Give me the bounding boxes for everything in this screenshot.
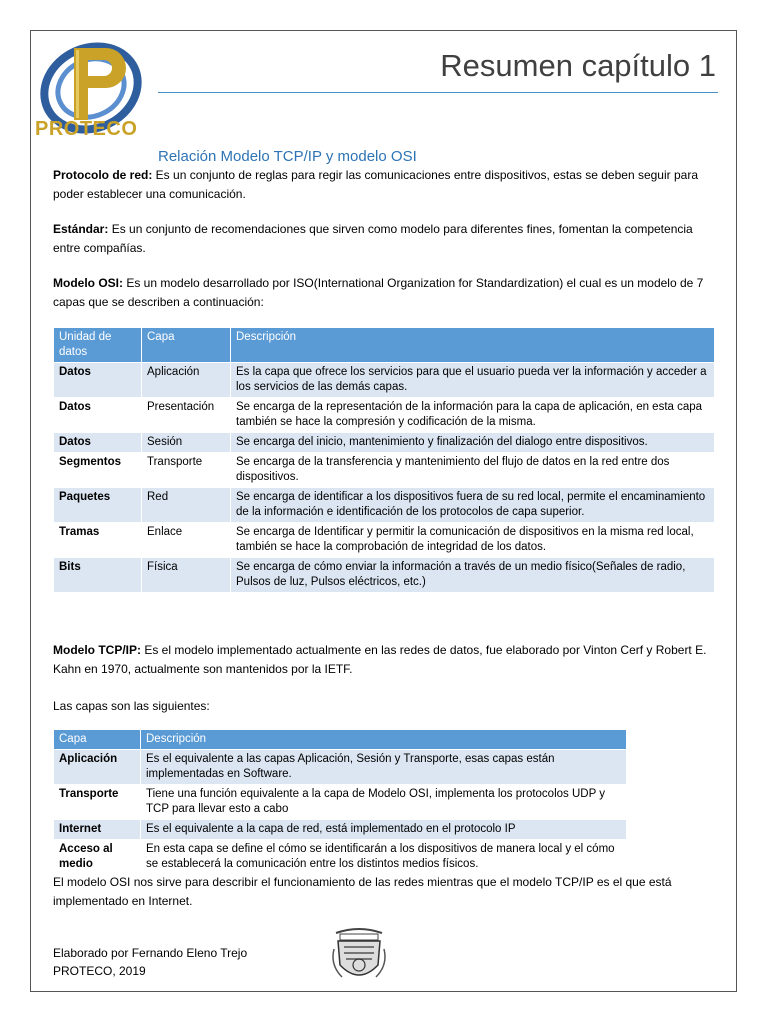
title-divider xyxy=(158,92,718,93)
column-header: Unidad de datos xyxy=(54,328,142,363)
cell-description: Se encarga de la representación de la información para la capa de aplicación, en esta capa también se hace la compresión y codificación de la misma. xyxy=(231,398,715,433)
column-header: Capa xyxy=(54,730,141,750)
definition-estandar xyxy=(53,220,717,258)
footer-org-year: PROTECO, 2019 xyxy=(53,964,146,978)
table-row xyxy=(54,363,715,398)
cell-layer: Sesión xyxy=(142,433,231,453)
cell-layer: Transporte xyxy=(54,785,141,820)
definition-modelo-osi xyxy=(53,274,717,312)
cell-layer: Aplicación xyxy=(142,363,231,398)
definition-protocolo xyxy=(53,166,717,204)
cell-unit: Datos xyxy=(54,363,142,398)
cell-layer: Red xyxy=(142,488,231,523)
cell-description: Se encarga de la transferencia y mantenimiento del flujo de datos en la red entre dos dispositivos. xyxy=(231,453,715,488)
cell-unit: Segmentos xyxy=(54,453,142,488)
table-header-row xyxy=(54,328,715,363)
table-row xyxy=(54,453,715,488)
definition-term: Estándar: xyxy=(53,222,109,236)
logo-text: PROTECO xyxy=(35,118,138,140)
definition-term: Modelo TCP/IP: xyxy=(53,643,141,657)
column-header: Descripción xyxy=(141,730,627,750)
cell-layer: Aplicación xyxy=(54,750,141,785)
cell-layer: Presentación xyxy=(142,398,231,433)
conclusion: El modelo OSI nos sirve para describir el funcionamiento de las redes mientras que el modelo TCP/IP es el que está implementado en Internet. xyxy=(53,875,672,908)
cell-layer: Física xyxy=(142,558,231,593)
cell-unit: Tramas xyxy=(54,523,142,558)
footer xyxy=(53,944,247,980)
table-row xyxy=(54,840,627,875)
table-row xyxy=(54,558,715,593)
table-row xyxy=(54,820,627,840)
table-row xyxy=(54,785,627,820)
cell-layer: Internet xyxy=(54,820,141,840)
cell-description: En esta capa se define el cómo se identificarán a los dispositivos de manera local y el cómo se establecerá la comunicación entre los distintos medios físicos. xyxy=(141,840,627,875)
definition-text: Es el modelo implementado actualmente en las redes de datos, fue elaborado por Vinton Cerf y Robert E. Kahn en 1970, actualmente son mantenidos por la IETF. xyxy=(53,643,707,676)
cell-unit: Datos xyxy=(54,433,142,453)
column-header: Capa xyxy=(142,328,231,363)
cell-description: Es el equivalente a la capa de red, está implementado en el protocolo IP xyxy=(141,820,627,840)
table-row xyxy=(54,433,715,453)
cell-layer: Enlace xyxy=(142,523,231,558)
table-row xyxy=(54,523,715,558)
cell-description: Tiene una función equivalente a la capa de Modelo OSI, implementa los protocolos UDP y TCP para llevar esto a cabo xyxy=(141,785,627,820)
cell-layer: Transporte xyxy=(142,453,231,488)
section-heading: Relación Modelo TCP/IP y modelo OSI xyxy=(158,148,417,165)
cell-unit: Paquetes xyxy=(54,488,142,523)
cell-description: Se encarga de Identificar y permitir la comunicación de dispositivos en la misma red local, también se hace la comprobación de integridad de los datos. xyxy=(231,523,715,558)
definition-text: Es un conjunto de recomendaciones que sirven como modelo para diferentes fines, fomentan la competencia entre compañías. xyxy=(53,222,693,255)
cell-description: Se encarga de identificar a los dispositivos fuera de su red local, permite el encaminamiento de la información e identificación de los protocolos de capa superior. xyxy=(231,488,715,523)
cell-unit: Bits xyxy=(54,558,142,593)
cell-layer: Acceso al medio xyxy=(54,840,141,875)
osi-table xyxy=(53,327,715,593)
tcp-ip-intro xyxy=(53,641,717,679)
cell-description: Se encarga del inicio, mantenimiento y finalización del dialogo entre dispositivos. xyxy=(231,433,715,453)
table-row xyxy=(54,488,715,523)
definition-text: Es un modelo desarrollado por ISO(International Organization for Standardization) el cual es un modelo de 7 capas que se describen a continuación: xyxy=(53,276,704,309)
cell-description: Es el equivalente a las capas Aplicación, Sesión y Transporte, esas capas están implementadas en Software. xyxy=(141,750,627,785)
table-row xyxy=(54,750,627,785)
table-header-row xyxy=(54,730,627,750)
cell-description: Se encarga de cómo enviar la información a través de un medio físico(Señales de radio, Pulsos de luz, Pulsos eléctricos, etc.) xyxy=(231,558,715,593)
tcp-ip-table xyxy=(53,729,627,875)
layers-intro: Las capas son las siguientes: xyxy=(53,699,210,713)
ingenieria-seal-icon xyxy=(330,925,388,987)
footer-author: Elaborado por Fernando Eleno Trejo xyxy=(53,946,248,960)
table-row xyxy=(54,398,715,433)
definition-term: Modelo OSI: xyxy=(53,276,123,290)
page-title: Resumen capítulo 1 xyxy=(440,48,716,83)
column-header: Descripción xyxy=(231,328,715,363)
cell-unit: Datos xyxy=(54,398,142,433)
definition-term: Protocolo de red: xyxy=(53,168,153,182)
definition-text: Es un conjunto de reglas para regir las comunicaciones entre dispositivos, estas se deben seguir para poder establecer una comunicación. xyxy=(53,168,698,201)
cell-description: Es la capa que ofrece los servicios para que el usuario pueda ver la información y acceder a los servicios de las demás capas. xyxy=(231,363,715,398)
